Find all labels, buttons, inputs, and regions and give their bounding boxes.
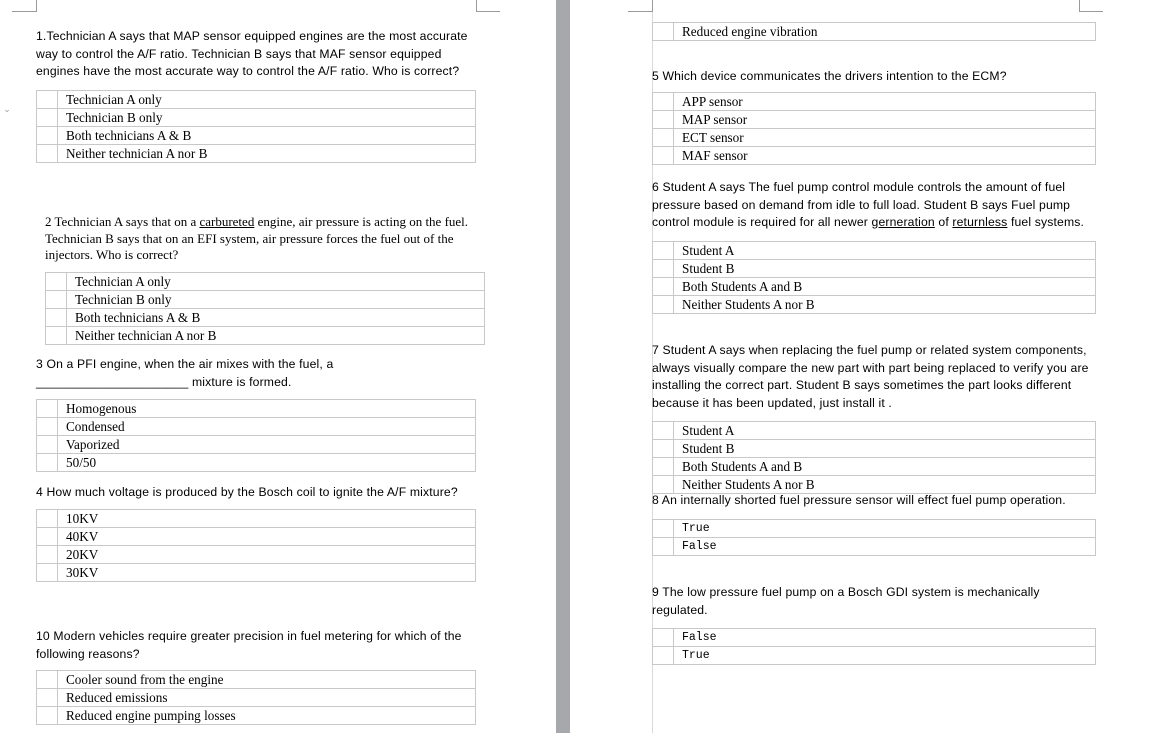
answer-label[interactable]: 50/50 bbox=[58, 454, 476, 472]
answer-label[interactable]: Technician A only bbox=[67, 272, 485, 290]
answer-checkbox[interactable] bbox=[653, 241, 674, 259]
answer-label[interactable]: 30KV bbox=[58, 563, 476, 581]
question-7-answers bbox=[652, 421, 1096, 494]
answer-label[interactable]: True bbox=[674, 647, 1096, 665]
question-block-5 bbox=[652, 68, 1096, 165]
answer-checkbox[interactable] bbox=[653, 92, 674, 110]
answer-label[interactable]: 40KV bbox=[58, 527, 476, 545]
question-4-text: 4 How much voltage is produced by the Bosch coil to ignite the A/F mixture? bbox=[36, 485, 458, 499]
question-7-text: 7 Student A says when replacing the fuel pump or related system components, always visually compare the new part with part being replaced to verify you are installing the correct part. Student B says sometimes the part looks different because it has been updated, just install it . bbox=[652, 343, 1089, 410]
question-6-segment-4: returnless bbox=[952, 215, 1008, 229]
question-6-text bbox=[652, 179, 1096, 232]
carryover-answers bbox=[652, 22, 1096, 41]
answer-label[interactable]: 10KV bbox=[58, 509, 476, 527]
table-row[interactable] bbox=[37, 418, 476, 436]
answer-checkbox[interactable] bbox=[37, 126, 58, 144]
question-8-text: 8 An internally shorted fuel pressure sensor will effect fuel pump operation. bbox=[652, 493, 1066, 507]
table-row[interactable] bbox=[46, 290, 485, 308]
question-block-4 bbox=[36, 484, 486, 582]
answer-checkbox[interactable] bbox=[37, 671, 58, 689]
answer-label[interactable]: Reduced emissions bbox=[58, 689, 476, 707]
answer-label[interactable]: True bbox=[674, 519, 1096, 537]
answer-checkbox[interactable] bbox=[653, 629, 674, 647]
crop-mark-top-left-vertical-right-page bbox=[652, 0, 653, 12]
answer-checkbox[interactable] bbox=[37, 509, 58, 527]
question-9-answers bbox=[652, 628, 1096, 665]
answer-checkbox[interactable] bbox=[46, 290, 67, 308]
answer-label[interactable]: Student A bbox=[674, 422, 1096, 440]
question-6-segment-2: gerneration bbox=[871, 215, 935, 229]
answer-checkbox[interactable] bbox=[653, 23, 674, 41]
answer-label[interactable]: Both technicians A & B bbox=[67, 308, 485, 326]
question-5-text: 5 Which device communicates the drivers intention to the ECM? bbox=[652, 69, 1007, 83]
answer-checkbox[interactable] bbox=[37, 144, 58, 162]
answer-label[interactable]: Vaporized bbox=[58, 436, 476, 454]
table-row[interactable] bbox=[653, 440, 1096, 458]
question-carryover-block bbox=[652, 22, 1096, 41]
answer-checkbox[interactable] bbox=[37, 108, 58, 126]
question-4-answers bbox=[36, 509, 476, 582]
answer-checkbox[interactable] bbox=[653, 476, 674, 494]
answer-checkbox[interactable] bbox=[37, 563, 58, 581]
question-block-3 bbox=[36, 356, 476, 472]
question-3-answers bbox=[36, 399, 476, 472]
question-2-text-post: engine, air pressure is acting on the fuel. Technician B says that on an EFI system, air pressure forces the fuel out of the injectors. Who is correct? bbox=[45, 214, 469, 262]
question-block-7 bbox=[652, 342, 1096, 494]
question-10-text: 10 Modern vehicles require greater precision in fuel metering for which of the following reasons? bbox=[36, 629, 462, 661]
answer-checkbox[interactable] bbox=[37, 527, 58, 545]
answer-label[interactable]: Condensed bbox=[58, 418, 476, 436]
table-row[interactable] bbox=[37, 400, 476, 418]
question-1-text: 1.Technician A says that MAP sensor equipped engines are the most accurate way to control the A/F ratio. Technician B says that MAF sensor equipped engines have the most accurate way to control the A/F ratio. Who is correct? bbox=[36, 29, 468, 78]
answer-label[interactable]: 20KV bbox=[58, 545, 476, 563]
table-row[interactable] bbox=[653, 647, 1096, 665]
table-row[interactable] bbox=[653, 537, 1096, 555]
answer-checkbox[interactable] bbox=[37, 454, 58, 472]
answer-label[interactable]: APP sensor bbox=[674, 92, 1096, 110]
question-3-text: 3 On a PFI engine, when the air mixes with the fuel, a ______________________ mixture is formed. bbox=[36, 357, 334, 389]
answer-label[interactable]: Technician B only bbox=[58, 108, 476, 126]
table-row[interactable] bbox=[653, 277, 1096, 295]
answer-checkbox[interactable] bbox=[37, 90, 58, 108]
answer-checkbox[interactable] bbox=[653, 440, 674, 458]
question-5-answers bbox=[652, 92, 1096, 165]
crop-mark-top-left-horizontal bbox=[12, 11, 36, 12]
answer-label[interactable]: Student A bbox=[674, 241, 1096, 259]
ruler-collapse-icon[interactable]: ⌄ bbox=[3, 104, 11, 114]
table-row[interactable] bbox=[37, 527, 476, 545]
question-block-9 bbox=[652, 584, 1096, 665]
answer-label[interactable]: Neither Students A nor B bbox=[674, 476, 1096, 494]
answer-checkbox[interactable] bbox=[653, 422, 674, 440]
answer-checkbox[interactable] bbox=[37, 707, 58, 725]
answer-label[interactable]: Neither Students A nor B bbox=[674, 295, 1096, 313]
answer-label[interactable]: Both technicians A & B bbox=[58, 126, 476, 144]
table-row[interactable] bbox=[37, 436, 476, 454]
document-page-left bbox=[0, 0, 556, 733]
answer-checkbox[interactable] bbox=[37, 436, 58, 454]
answer-checkbox[interactable] bbox=[37, 418, 58, 436]
table-row[interactable] bbox=[37, 671, 476, 689]
answer-label[interactable]: ECT sensor bbox=[674, 128, 1096, 146]
question-2-text bbox=[45, 214, 470, 264]
answer-label[interactable]: Student B bbox=[674, 440, 1096, 458]
answer-checkbox[interactable] bbox=[653, 128, 674, 146]
answer-label[interactable]: Neither technician A nor B bbox=[58, 144, 476, 162]
table-row[interactable] bbox=[653, 110, 1096, 128]
question-1-answers bbox=[36, 90, 476, 163]
table-row[interactable] bbox=[653, 629, 1096, 647]
answer-checkbox[interactable] bbox=[653, 146, 674, 164]
question-9-text: 9 The low pressure fuel pump on a Bosch GDI system is mechanically regulated. bbox=[652, 585, 1040, 617]
table-row[interactable] bbox=[653, 23, 1096, 41]
question-block-2 bbox=[45, 214, 470, 345]
answer-checkbox[interactable] bbox=[37, 400, 58, 418]
document-page-right bbox=[570, 0, 1150, 733]
question-2-text-underlined: carbureted bbox=[199, 214, 255, 229]
answer-label[interactable]: Reduced engine pumping losses bbox=[58, 707, 476, 725]
table-row[interactable] bbox=[37, 126, 476, 144]
answer-label[interactable]: Student B bbox=[674, 259, 1096, 277]
table-row[interactable] bbox=[653, 128, 1096, 146]
question-block-1 bbox=[36, 28, 476, 163]
answer-checkbox[interactable] bbox=[653, 537, 674, 555]
question-block-10 bbox=[36, 628, 486, 725]
table-row[interactable] bbox=[46, 326, 485, 344]
table-row[interactable] bbox=[37, 545, 476, 563]
table-row[interactable] bbox=[37, 90, 476, 108]
table-row[interactable] bbox=[37, 454, 476, 472]
answer-label[interactable]: False bbox=[674, 629, 1096, 647]
table-row[interactable] bbox=[46, 308, 485, 326]
answer-checkbox[interactable] bbox=[653, 110, 674, 128]
answer-checkbox[interactable] bbox=[37, 545, 58, 563]
table-row[interactable] bbox=[653, 422, 1096, 440]
table-row[interactable] bbox=[37, 707, 476, 725]
answer-checkbox[interactable] bbox=[653, 277, 674, 295]
page-gutter-divider bbox=[556, 0, 570, 733]
question-6-segment-3: of bbox=[934, 215, 953, 229]
table-row[interactable] bbox=[653, 259, 1096, 277]
crop-mark-top-right-horizontal-right-page bbox=[1079, 11, 1103, 12]
table-row[interactable] bbox=[653, 92, 1096, 110]
table-row[interactable] bbox=[653, 241, 1096, 259]
crop-mark-top-right-horizontal bbox=[476, 11, 500, 12]
question-block-8 bbox=[652, 492, 1096, 556]
table-row[interactable] bbox=[37, 144, 476, 162]
table-row[interactable] bbox=[653, 519, 1096, 537]
answer-label[interactable]: Homogenous bbox=[58, 400, 476, 418]
answer-checkbox[interactable] bbox=[653, 647, 674, 665]
answer-checkbox[interactable] bbox=[653, 259, 674, 277]
table-row[interactable] bbox=[653, 458, 1096, 476]
question-8-answers bbox=[652, 519, 1096, 556]
table-row[interactable] bbox=[37, 563, 476, 581]
question-block-6 bbox=[652, 179, 1096, 314]
crop-mark-top-left-horizontal-right-page bbox=[628, 11, 652, 12]
answer-label[interactable]: MAF sensor bbox=[674, 146, 1096, 164]
question-2-answers bbox=[45, 272, 485, 345]
answer-checkbox[interactable] bbox=[37, 689, 58, 707]
answer-checkbox[interactable] bbox=[46, 308, 67, 326]
question-10-answers bbox=[36, 670, 476, 725]
crop-mark-top-left-vertical bbox=[36, 0, 37, 12]
question-2-text-pre: 2 Technician A says that on a bbox=[45, 214, 200, 229]
table-row[interactable] bbox=[46, 272, 485, 290]
answer-label[interactable]: MAP sensor bbox=[674, 110, 1096, 128]
answer-label[interactable]: Reduced engine vibration bbox=[674, 23, 1096, 41]
question-6-answers bbox=[652, 241, 1096, 314]
answer-label[interactable]: Technician A only bbox=[58, 90, 476, 108]
answer-label[interactable]: Both Students A and B bbox=[674, 458, 1096, 476]
answer-checkbox[interactable] bbox=[653, 458, 674, 476]
answer-label[interactable]: Cooler sound from the engine bbox=[58, 671, 476, 689]
answer-label[interactable]: Technician B only bbox=[67, 290, 485, 308]
answer-checkbox[interactable] bbox=[653, 295, 674, 313]
question-6-segment-5: fuel systems. bbox=[1007, 215, 1085, 229]
answer-label[interactable]: Both Students A and B bbox=[674, 277, 1096, 295]
table-row[interactable] bbox=[653, 295, 1096, 313]
table-row[interactable] bbox=[653, 146, 1096, 164]
answer-checkbox[interactable] bbox=[46, 326, 67, 344]
answer-checkbox[interactable] bbox=[46, 272, 67, 290]
table-row[interactable] bbox=[37, 689, 476, 707]
answer-label[interactable]: False bbox=[674, 537, 1096, 555]
answer-label[interactable]: Neither technician A nor B bbox=[67, 326, 485, 344]
table-row[interactable] bbox=[653, 476, 1096, 494]
answer-checkbox[interactable] bbox=[653, 519, 674, 537]
table-row[interactable] bbox=[37, 108, 476, 126]
table-row[interactable] bbox=[37, 509, 476, 527]
question-6-segment-1: 6 Student A says The fuel pump control module controls the amount of fuel pressure based on demand from idle to full load. Student B says Fuel pump control module is required for all newer bbox=[652, 180, 1071, 229]
